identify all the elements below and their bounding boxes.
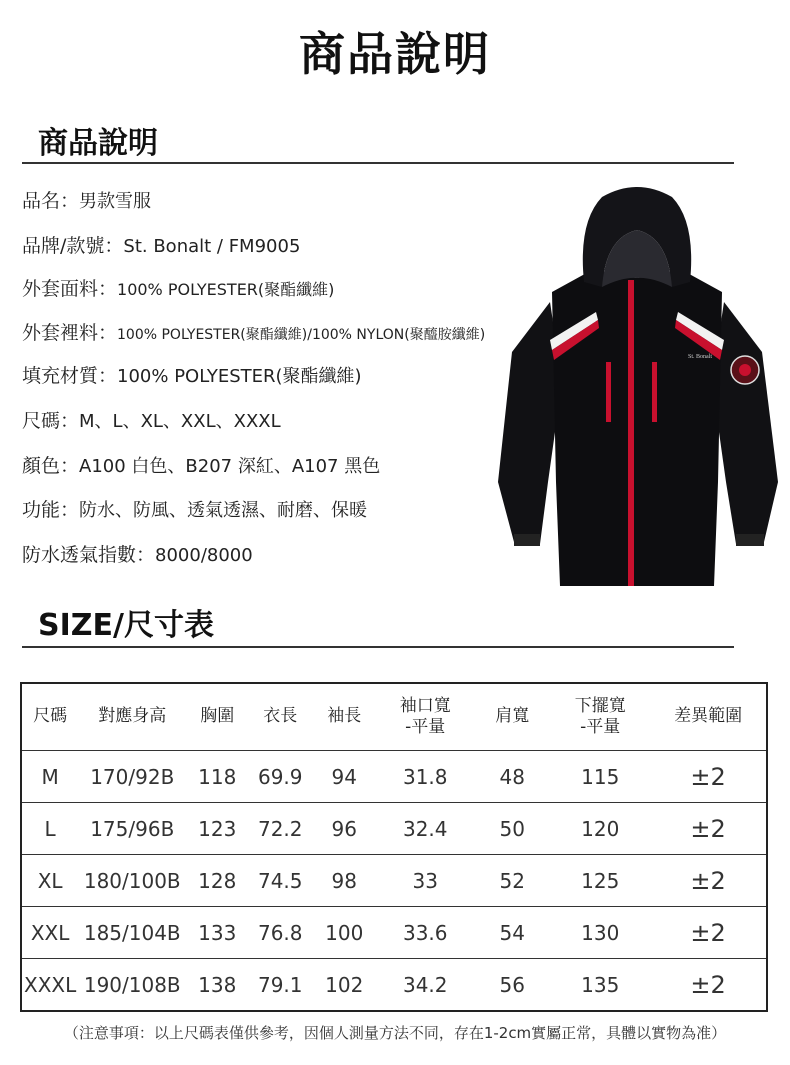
cell-chest: 123 [186,803,248,855]
cell-length: 74.5 [248,855,312,907]
cell-hem: 120 [550,803,650,855]
section-divider [22,646,734,648]
cell-sleeve: 94 [312,751,376,803]
cell-sleeve: 96 [312,803,376,855]
cell-height: 170/92B [78,751,186,803]
right-pocket-zipper [652,362,657,422]
left-pocket-zipper [606,362,611,422]
spec-functions: 功能：防水、防風、透氣透濕、耐磨、保暖 [22,499,368,521]
header-length: 衣長 [263,706,298,727]
spec-colors: 顏色：A100 白色、B207 深紅、A107 黑色 [22,455,381,477]
cell-shoulder: 56 [474,959,550,1012]
header-hem-width: 下擺寬 -平量 [574,695,626,737]
spec-waterproof-index: 防水透氣指數：8000/8000 [22,544,253,566]
cell-tolerance: ±2 [650,751,767,803]
badge-center [739,364,751,376]
cell-height: 190/108B [78,959,186,1012]
cell-tolerance: ±2 [650,855,767,907]
cell-tolerance: ±2 [650,803,767,855]
cell-size: XXXL [21,959,78,1012]
section-title-size: SIZE/尺寸表 [38,608,214,643]
spec-sizes: 尺碼：M、L、XL、XXL、XXXL [22,410,281,432]
cell-cuff: 33 [376,855,474,907]
jacket-body [552,270,722,586]
right-sleeve [712,302,778,544]
spec-lining-fabric: 外套裡料：100% POLYESTER(聚酯纖維)/100% NYLON(聚醯胺纖維) [22,322,486,344]
cell-shoulder: 52 [474,855,550,907]
header-chest: 胸圍 [200,706,235,727]
left-cuff [514,534,540,546]
cell-length: 79.1 [248,959,312,1012]
page-title: 商品說明 [299,27,491,81]
cell-chest: 118 [186,751,248,803]
section-title-product: 商品說明 [38,126,158,161]
jacket-image [492,182,782,592]
jacket-brand-text: St. Bonalt [688,354,713,360]
cell-length: 69.9 [248,751,312,803]
cell-hem: 115 [550,751,650,803]
header-sleeve: 袖長 [327,706,362,727]
header-cuff-width: 袖口寬 -平量 [399,695,451,737]
center-zipper [628,280,634,586]
cell-cuff: 34.2 [376,959,474,1012]
cell-sleeve: 102 [312,959,376,1012]
cell-height: 180/100B [78,855,186,907]
table-row [21,803,767,855]
spec-name: 品名：男款雪服 [22,190,152,212]
cell-chest: 133 [186,907,248,959]
cell-cuff: 32.4 [376,803,474,855]
cell-chest: 128 [186,855,248,907]
cell-cuff: 33.6 [376,907,474,959]
cell-shoulder: 50 [474,803,550,855]
cell-tolerance: ±2 [650,907,767,959]
right-cuff [736,534,764,546]
cell-sleeve: 100 [312,907,376,959]
header-size: 尺碼 [33,706,68,727]
table-row [21,751,767,803]
header-tolerance: 差異範圍 [674,706,743,727]
header-height: 對應身高 [98,706,167,727]
cell-size: XXL [21,907,78,959]
cell-cuff: 31.8 [376,751,474,803]
cell-height: 185/104B [78,907,186,959]
size-table [20,682,768,1012]
spec-shell-fabric: 外套面料：100% POLYESTER(聚酯纖維) [22,278,335,300]
header-shoulder: 肩寬 [495,706,530,727]
cell-chest: 138 [186,959,248,1012]
left-sleeve [498,302,562,544]
cell-size: L [21,803,78,855]
spec-brand: 品牌/款號：St. Bonalt / FM9005 [22,235,301,257]
cell-shoulder: 54 [474,907,550,959]
cell-sleeve: 98 [312,855,376,907]
table-row [21,855,767,907]
cell-hem: 125 [550,855,650,907]
disclaimer-note: （注意事項：以上尺碼表僅供參考，因個人測量方法不同，存在1-2cm實屬正常，具體以實物為准） [63,1024,727,1042]
cell-height: 175/96B [78,803,186,855]
table-row [21,907,767,959]
cell-size: M [21,751,78,803]
cell-hem: 135 [550,959,650,1012]
cell-shoulder: 48 [474,751,550,803]
size-table-header [21,683,767,751]
cell-tolerance: ±2 [650,959,767,1012]
cell-length: 72.2 [248,803,312,855]
spec-filling: 填充材質：100% POLYESTER(聚酯纖維) [22,365,362,387]
section-divider [22,162,734,164]
cell-size: XL [21,855,78,907]
table-row [21,959,767,1012]
cell-hem: 130 [550,907,650,959]
cell-length: 76.8 [248,907,312,959]
